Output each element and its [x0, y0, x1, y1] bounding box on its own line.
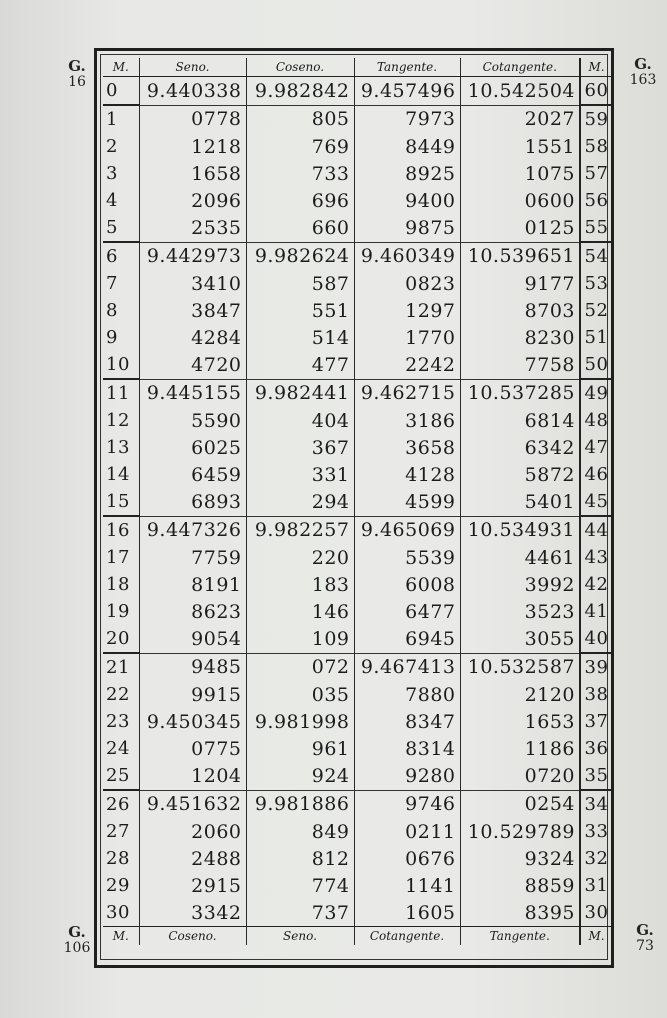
cell-seno: 9.450345	[139, 708, 246, 735]
cell-minute-left: 16	[106, 520, 130, 541]
margin-degree-top-right: G. 163	[629, 55, 657, 88]
table-row	[103, 187, 612, 214]
cell-tangente: 5539	[354, 544, 460, 571]
table-row	[103, 845, 612, 872]
header-seno: Seno.	[139, 58, 246, 77]
cell-minute-right: 30	[580, 899, 612, 927]
table-row	[103, 77, 612, 106]
cell-seno: 7759	[139, 544, 246, 571]
cell-minute-left: 8	[106, 300, 118, 321]
cell-tangente: 4128	[354, 461, 460, 488]
cell-seno: 9915	[139, 681, 246, 708]
cell-minute-right: 45	[580, 488, 612, 516]
cell-minute-right: 42	[580, 571, 612, 598]
cell-coseno: 812	[246, 845, 354, 872]
cell-tangente: 0211	[354, 818, 460, 845]
cell-coseno: 924	[246, 762, 354, 790]
cell-tangente: 9.457496	[354, 77, 460, 106]
cell-seno: 2915	[139, 872, 246, 899]
cell-minute-left: 9	[106, 327, 118, 348]
cell-seno: 1218	[139, 133, 246, 160]
cell-minute-left: 23	[106, 711, 130, 732]
cell-minute-left: 30	[106, 902, 130, 923]
cell-minute-left: 18	[106, 574, 130, 595]
cell-tangente: 7973	[354, 105, 460, 133]
cell-minute-right: 37	[580, 708, 612, 735]
cell-cotangente: 8230	[460, 324, 580, 351]
cell-cotangente: 8395	[460, 899, 580, 927]
margin-degree-top-left: G. 16	[68, 57, 86, 90]
cell-coseno: 183	[246, 571, 354, 598]
cell-cotangente: 3523	[460, 598, 580, 625]
cell-cotangente: 0125	[460, 214, 580, 242]
margin-degree-bottom-left: G. 106	[63, 923, 91, 956]
cell-tangente: 8449	[354, 133, 460, 160]
cell-tangente: 0823	[354, 270, 460, 297]
cell-seno: 2488	[139, 845, 246, 872]
cell-minute-right: 52	[580, 297, 612, 324]
cell-minute-left: 13	[106, 437, 130, 458]
table-row	[103, 270, 612, 297]
cell-cotangente: 9177	[460, 270, 580, 297]
footer-tangente: Tangente.	[460, 927, 580, 946]
cell-minute-right: 56	[580, 187, 612, 214]
cell-seno: 6025	[139, 434, 246, 461]
table-row	[103, 872, 612, 899]
cell-tangente: 8925	[354, 160, 460, 187]
cell-minute-left: 12	[106, 410, 130, 431]
cell-coseno: 587	[246, 270, 354, 297]
cell-minute-left: 22	[106, 684, 130, 705]
cell-coseno: 9.981998	[246, 708, 354, 735]
cell-seno: 6893	[139, 488, 246, 516]
cell-minute-right: 48	[580, 407, 612, 434]
cell-tangente: 9280	[354, 762, 460, 790]
cell-seno: 3847	[139, 297, 246, 324]
cell-coseno: 551	[246, 297, 354, 324]
cell-minute-right: 54	[580, 242, 612, 270]
cell-coseno: 9.982441	[246, 379, 354, 407]
table-footer-row	[103, 927, 612, 946]
table-row	[103, 598, 612, 625]
cell-minute-right: 31	[580, 872, 612, 899]
cell-seno: 9.442973	[139, 242, 246, 270]
cell-seno: 9.451632	[139, 790, 246, 818]
cell-coseno: 805	[246, 105, 354, 133]
cell-minute-left: 21	[106, 657, 130, 678]
header-coseno: Coseno.	[246, 58, 354, 77]
cell-coseno: 769	[246, 133, 354, 160]
table-row	[103, 160, 612, 187]
cell-cotangente: 1075	[460, 160, 580, 187]
cell-coseno: 660	[246, 214, 354, 242]
cell-seno: 9054	[139, 625, 246, 653]
cell-tangente: 3186	[354, 407, 460, 434]
table-row	[103, 242, 612, 270]
cell-seno: 3342	[139, 899, 246, 927]
cell-cotangente: 4461	[460, 544, 580, 571]
cell-minute-right: 40	[580, 625, 612, 653]
cell-minute-right: 38	[580, 681, 612, 708]
table-row	[103, 790, 612, 818]
cell-minute-right: 41	[580, 598, 612, 625]
table-row	[103, 379, 612, 407]
cell-minute-right: 39	[580, 653, 612, 681]
cell-minute-right: 49	[580, 379, 612, 407]
cell-minute-left: 4	[106, 190, 118, 211]
margin-degree-bottom-right: G. 73	[636, 921, 654, 954]
table-row	[103, 461, 612, 488]
cell-minute-right: 46	[580, 461, 612, 488]
cell-coseno: 733	[246, 160, 354, 187]
table-row	[103, 708, 612, 735]
cell-coseno: 477	[246, 351, 354, 379]
cell-coseno: 220	[246, 544, 354, 571]
cell-coseno: 9.982257	[246, 516, 354, 544]
cell-cotangente: 2120	[460, 681, 580, 708]
cell-minute-right: 47	[580, 434, 612, 461]
cell-coseno: 9.981886	[246, 790, 354, 818]
table-row	[103, 762, 612, 790]
cell-seno: 8191	[139, 571, 246, 598]
cell-minute-left: 17	[106, 547, 130, 568]
cell-seno: 0778	[139, 105, 246, 133]
cell-seno: 3410	[139, 270, 246, 297]
cell-cotangente: 6814	[460, 407, 580, 434]
cell-coseno: 849	[246, 818, 354, 845]
cell-coseno: 9.982624	[246, 242, 354, 270]
cell-coseno: 109	[246, 625, 354, 653]
cell-cotangente: 8703	[460, 297, 580, 324]
cell-cotangente: 10.534931	[460, 516, 580, 544]
cell-coseno: 696	[246, 187, 354, 214]
cell-coseno: 367	[246, 434, 354, 461]
cell-minute-right: 32	[580, 845, 612, 872]
cell-minute-right: 43	[580, 544, 612, 571]
table-row	[103, 324, 612, 351]
cell-coseno: 146	[246, 598, 354, 625]
cell-tangente: 6945	[354, 625, 460, 653]
cell-minute-right: 35	[580, 762, 612, 790]
header-minutes-left: M.	[103, 58, 139, 77]
cell-tangente: 9.460349	[354, 242, 460, 270]
header-minutes-right: M.	[580, 58, 612, 77]
cell-tangente: 9.465069	[354, 516, 460, 544]
cell-tangente: 1141	[354, 872, 460, 899]
table-row	[103, 434, 612, 461]
cell-tangente: 1770	[354, 324, 460, 351]
cell-seno: 9.445155	[139, 379, 246, 407]
cell-seno: 2060	[139, 818, 246, 845]
table-header-row	[103, 58, 612, 77]
cell-minute-right: 36	[580, 735, 612, 762]
cell-minute-left: 25	[103, 762, 139, 790]
cell-cotangente: 0720	[460, 762, 580, 790]
cell-minute-right: 34	[580, 790, 612, 818]
table-row	[103, 653, 612, 681]
header-cotangente: Cotangente.	[460, 58, 580, 77]
cell-cotangente: 9324	[460, 845, 580, 872]
cell-minute-left: 2	[106, 136, 118, 157]
header-tangente: Tangente.	[354, 58, 460, 77]
cell-seno: 6459	[139, 461, 246, 488]
cell-minute-left: 28	[106, 848, 130, 869]
cell-minute-left: 15	[103, 488, 139, 516]
cell-coseno: 294	[246, 488, 354, 516]
cell-tangente: 0676	[354, 845, 460, 872]
log-trig-table	[103, 58, 612, 954]
cell-minute-left: 5	[103, 214, 139, 242]
cell-cotangente: 8859	[460, 872, 580, 899]
cell-tangente: 9.462715	[354, 379, 460, 407]
cell-seno: 4720	[139, 351, 246, 379]
cell-seno: 9485	[139, 653, 246, 681]
cell-tangente: 3658	[354, 434, 460, 461]
cell-tangente: 1605	[354, 899, 460, 927]
cell-minute-left: 11	[106, 383, 130, 404]
cell-tangente: 8347	[354, 708, 460, 735]
cell-seno: 9.440338	[139, 77, 246, 106]
cell-minute-left: 20	[103, 625, 139, 653]
cell-coseno: 737	[246, 899, 354, 927]
cell-tangente: 6477	[354, 598, 460, 625]
cell-minute-left: 1	[106, 109, 118, 130]
cell-seno: 0775	[139, 735, 246, 762]
cell-minute-right: 58	[580, 133, 612, 160]
cell-cotangente: 10.537285	[460, 379, 580, 407]
cell-tangente: 7880	[354, 681, 460, 708]
footer-seno: Seno.	[246, 927, 354, 946]
table-row	[103, 544, 612, 571]
cell-cotangente: 7758	[460, 351, 580, 379]
cell-tangente: 6008	[354, 571, 460, 598]
table-row	[103, 681, 612, 708]
table-row	[103, 488, 612, 516]
cell-cotangente: 5872	[460, 461, 580, 488]
table-row	[103, 735, 612, 762]
cell-minute-right: 53	[580, 270, 612, 297]
cell-tangente: 4599	[354, 488, 460, 516]
cell-cotangente: 2027	[460, 105, 580, 133]
cell-tangente: 2242	[354, 351, 460, 379]
cell-minute-right: 33	[580, 818, 612, 845]
cell-tangente: 8314	[354, 735, 460, 762]
cell-minute-left: 26	[106, 794, 130, 815]
cell-tangente: 9875	[354, 214, 460, 242]
cell-cotangente: 3055	[460, 625, 580, 653]
footer-cotangente: Cotangente.	[354, 927, 460, 946]
cell-coseno: 072	[246, 653, 354, 681]
table-row	[103, 133, 612, 160]
cell-minute-left: 24	[106, 738, 130, 759]
cell-minute-left: 27	[106, 821, 130, 842]
cell-minute-right: 55	[580, 214, 612, 242]
table-row	[103, 105, 612, 133]
table-row	[103, 899, 612, 927]
footer-minutes-left: M.	[103, 927, 139, 946]
cell-minute-left: 7	[106, 273, 118, 294]
cell-seno: 4284	[139, 324, 246, 351]
cell-cotangente: 1186	[460, 735, 580, 762]
cell-tangente: 9746	[354, 790, 460, 818]
cell-tangente: 1297	[354, 297, 460, 324]
cell-minute-left: 29	[106, 875, 130, 896]
cell-coseno: 035	[246, 681, 354, 708]
cell-minute-left: 14	[106, 464, 130, 485]
cell-tangente: 9400	[354, 187, 460, 214]
cell-seno: 9.447326	[139, 516, 246, 544]
cell-coseno: 514	[246, 324, 354, 351]
cell-cotangente: 10.529789	[460, 818, 580, 845]
cell-minute-left: 6	[106, 246, 118, 267]
table-row	[103, 214, 612, 242]
cell-cotangente: 1551	[460, 133, 580, 160]
cell-seno: 8623	[139, 598, 246, 625]
cell-minute-left: 10	[103, 351, 139, 379]
table-row	[103, 407, 612, 434]
cell-minute-right: 51	[580, 324, 612, 351]
cell-cotangente: 10.539651	[460, 242, 580, 270]
footer-minutes-right: M.	[580, 927, 612, 946]
cell-minute-right: 57	[580, 160, 612, 187]
cell-minute-right: 59	[580, 105, 612, 133]
cell-minute-left: 3	[106, 163, 118, 184]
cell-cotangente: 1653	[460, 708, 580, 735]
cell-seno: 5590	[139, 407, 246, 434]
cell-seno: 2096	[139, 187, 246, 214]
cell-coseno: 9.982842	[246, 77, 354, 106]
cell-seno: 1658	[139, 160, 246, 187]
footer-coseno: Coseno.	[139, 927, 246, 946]
table-row	[103, 516, 612, 544]
cell-cotangente: 0600	[460, 187, 580, 214]
cell-coseno: 331	[246, 461, 354, 488]
table-row	[103, 571, 612, 598]
cell-minute-right: 60	[580, 77, 612, 106]
cell-cotangente: 10.542504	[460, 77, 580, 106]
cell-minute-right: 50	[580, 351, 612, 379]
table-row	[103, 351, 612, 379]
cell-cotangente: 10.532587	[460, 653, 580, 681]
cell-seno: 1204	[139, 762, 246, 790]
cell-minute-left: 0	[103, 77, 139, 106]
cell-seno: 2535	[139, 214, 246, 242]
table-body	[103, 77, 612, 927]
cell-cotangente: 3992	[460, 571, 580, 598]
cell-tangente: 9.467413	[354, 653, 460, 681]
cell-cotangente: 6342	[460, 434, 580, 461]
table-row	[103, 625, 612, 653]
cell-minute-right: 44	[580, 516, 612, 544]
cell-coseno: 961	[246, 735, 354, 762]
cell-cotangente: 5401	[460, 488, 580, 516]
cell-minute-left: 19	[106, 601, 130, 622]
table-row	[103, 297, 612, 324]
cell-coseno: 404	[246, 407, 354, 434]
table-row	[103, 818, 612, 845]
cell-cotangente: 0254	[460, 790, 580, 818]
cell-coseno: 774	[246, 872, 354, 899]
